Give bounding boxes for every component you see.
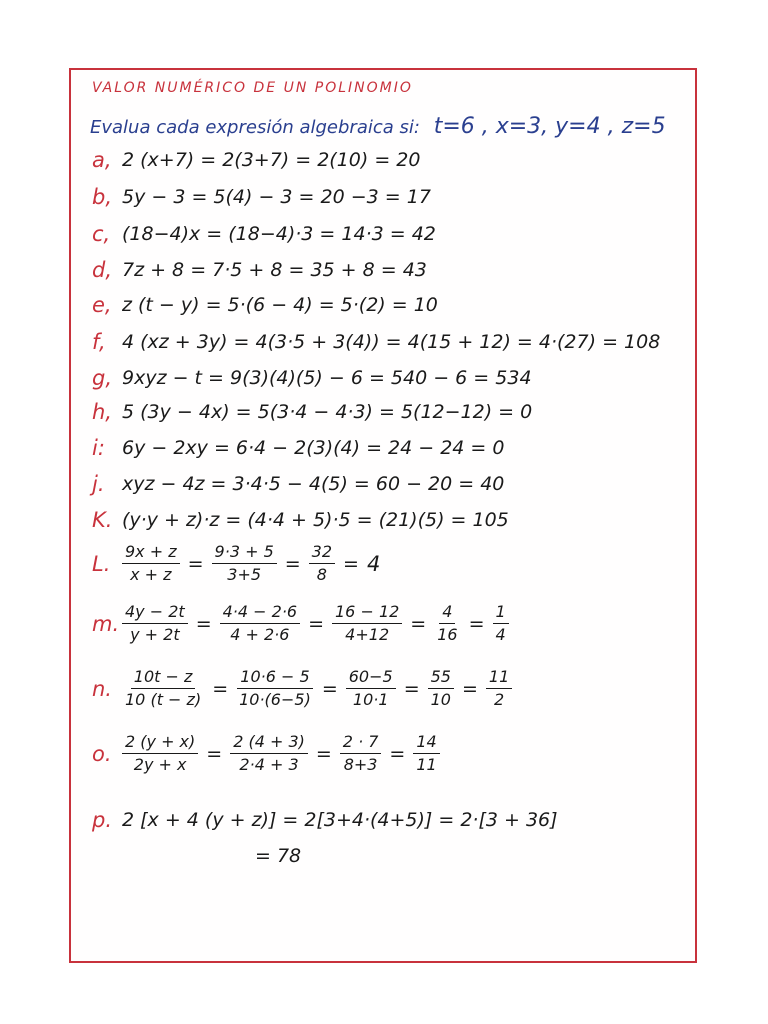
instructions	[90, 114, 666, 139]
fraction	[122, 543, 180, 585]
exercise-text: 9xyz − t = 9(3)(4)(5) − 6 = 540 − 6 = 534	[122, 367, 532, 389]
exercise-text: 2 (x+7) = 2(3+7) = 2(10) = 20	[122, 149, 421, 171]
exercise-label: o.	[92, 741, 112, 766]
numerator: 1	[493, 603, 509, 624]
denominator: y + 2t	[130, 625, 180, 645]
exercise-label: i:	[92, 436, 105, 460]
fraction	[413, 733, 439, 775]
fraction	[340, 733, 382, 775]
exercise-label: m.	[92, 611, 120, 636]
exercise-row	[92, 436, 504, 460]
exercise-label: c,	[92, 222, 111, 246]
numerator: 4·4 − 2·6	[220, 603, 300, 624]
equals-sign: =	[315, 742, 332, 765]
equals-sign: =	[206, 742, 223, 765]
equals-sign: =	[212, 677, 229, 700]
exercise-row	[92, 258, 427, 282]
fraction	[428, 668, 454, 710]
fraction	[122, 733, 198, 775]
denominator: 2·4 + 3	[239, 755, 299, 775]
equals-sign: =	[308, 612, 324, 635]
exercise-label: h,	[92, 400, 112, 424]
exercise-row	[92, 222, 436, 246]
denominator: 8+3	[343, 755, 378, 775]
denominator: 10 (t − z)	[125, 690, 202, 710]
denominator: 3+5	[227, 565, 262, 585]
exercise-text: (18−4)x = (18−4)·3 = 14·3 = 42	[122, 223, 436, 245]
numerator: 9x + z	[122, 543, 180, 564]
denominator: 4	[495, 625, 506, 645]
exercise-text: 2 [x + 4 (y + z)] = 2[3+4·(4+5)] = 2·[3 + 36]	[122, 809, 558, 831]
equals-sign: =	[284, 552, 301, 575]
fraction	[122, 668, 204, 710]
numerator: 4y − 2t	[122, 603, 188, 624]
exercise-label: n.	[92, 676, 112, 701]
equals-sign: =	[468, 612, 485, 635]
fraction-exercise-row	[92, 543, 380, 585]
exercise-row	[92, 293, 438, 317]
exercise-label: K.	[92, 508, 113, 532]
equals-sign: =	[195, 612, 212, 635]
equals-sign: =	[461, 677, 478, 700]
numerator: 4	[439, 603, 455, 624]
denominator: 16	[437, 625, 458, 645]
exercise-label: f,	[92, 330, 106, 354]
denominator: 2	[493, 690, 505, 710]
numerator: 2 · 7	[340, 733, 382, 754]
denominator: 10·(6−5)	[239, 690, 311, 710]
exercise-text: xyz − 4z = 3·4·5 − 4(5) = 60 − 20 = 40	[122, 473, 505, 495]
equals-sign: =	[410, 612, 427, 635]
numerator: 2 (y + x)	[122, 733, 198, 754]
exercise-text: 4 (xz + 3y) = 4(3·5 + 3(4)) = 4(15 + 12) = 4·(27) = 108	[122, 331, 661, 353]
page-title: VALOR NUMÉRICO DE UN POLINOMIO	[92, 80, 413, 96]
exercise-label: j.	[92, 472, 105, 496]
exercise-text: 5 (3y − 4x) = 5(3·4 − 4·3) = 5(12−12) = 0	[122, 401, 533, 423]
fraction	[122, 603, 188, 645]
denominator: x + z	[130, 565, 172, 585]
exercise-text: (y·y + z)·z = (4·4 + 5)·5 = (21)(5) = 105	[122, 509, 509, 531]
exercise-label: e,	[92, 293, 112, 317]
equals-sign: =	[187, 552, 204, 575]
exercise-row	[92, 330, 660, 354]
numerator: 9·3 + 5	[212, 543, 277, 564]
exercise-text: z (t − y) = 5·(6 − 4) = 5·(2) = 10	[122, 294, 438, 316]
instructions-text: Evalua cada expresión algebraica si:	[90, 117, 420, 138]
fraction	[493, 603, 509, 645]
exercise-row	[92, 148, 420, 172]
fraction	[236, 668, 314, 710]
exercise-label: g,	[92, 366, 113, 390]
exercise-label: b,	[92, 185, 113, 209]
numerator: 32	[309, 543, 335, 564]
fraction	[346, 668, 396, 710]
fraction	[434, 603, 460, 645]
equals-sign: =	[321, 677, 338, 700]
numerator: 60−5	[346, 668, 396, 689]
result-value: 4	[366, 551, 381, 576]
fraction-exercise-row	[92, 603, 509, 645]
exercise-row	[92, 185, 431, 209]
exercise-row	[92, 366, 532, 390]
equals-sign: =	[403, 677, 420, 700]
denominator: 8	[316, 565, 327, 585]
denominator: 10	[430, 690, 451, 710]
exercise-text: 7z + 8 = 7·5 + 8 = 35 + 8 = 43	[122, 259, 427, 281]
denominator: 4 + 2·6	[230, 625, 290, 645]
exercise-text: 6y − 2xy = 6·4 − 2(3)(4) = 24 − 24 = 0	[122, 437, 505, 459]
exercise-label: a,	[92, 148, 112, 172]
fraction-exercise-row	[92, 668, 512, 710]
numerator: 10t − z	[131, 668, 196, 689]
equals-sign: =	[389, 742, 406, 765]
fraction	[220, 603, 300, 645]
exercise-text: 5y − 3 = 5(4) − 3 = 20 −3 = 17	[122, 186, 431, 208]
fraction	[332, 603, 402, 645]
denominator: 10·1	[352, 690, 389, 710]
denominator: 11	[416, 755, 437, 775]
numerator: 55	[428, 668, 454, 689]
denominator: 2y + x	[133, 755, 187, 775]
exercise-p-result: = 78	[255, 845, 302, 867]
exercise-row	[92, 472, 504, 496]
fraction	[309, 543, 335, 585]
denominator: 4+12	[345, 625, 390, 645]
equals-sign: =	[343, 552, 359, 575]
fraction	[230, 733, 308, 775]
fraction	[486, 668, 512, 710]
exercise-row	[92, 400, 532, 424]
fraction	[212, 543, 277, 585]
exercise-label: d,	[92, 258, 113, 282]
exercise-p	[92, 808, 558, 832]
variable-values: t=6 , x=3, y=4 , z=5	[433, 114, 666, 139]
numerator: 10·6 − 5	[237, 668, 312, 689]
numerator: 11	[486, 668, 512, 689]
numerator: 2 (4 + 3)	[230, 733, 308, 754]
exercise-label: p.	[92, 808, 113, 832]
fraction-exercise-row	[92, 733, 440, 775]
exercise-row	[92, 508, 509, 532]
numerator: 14	[413, 733, 439, 754]
numerator: 16 − 12	[332, 603, 402, 624]
exercise-label: L.	[92, 551, 111, 576]
